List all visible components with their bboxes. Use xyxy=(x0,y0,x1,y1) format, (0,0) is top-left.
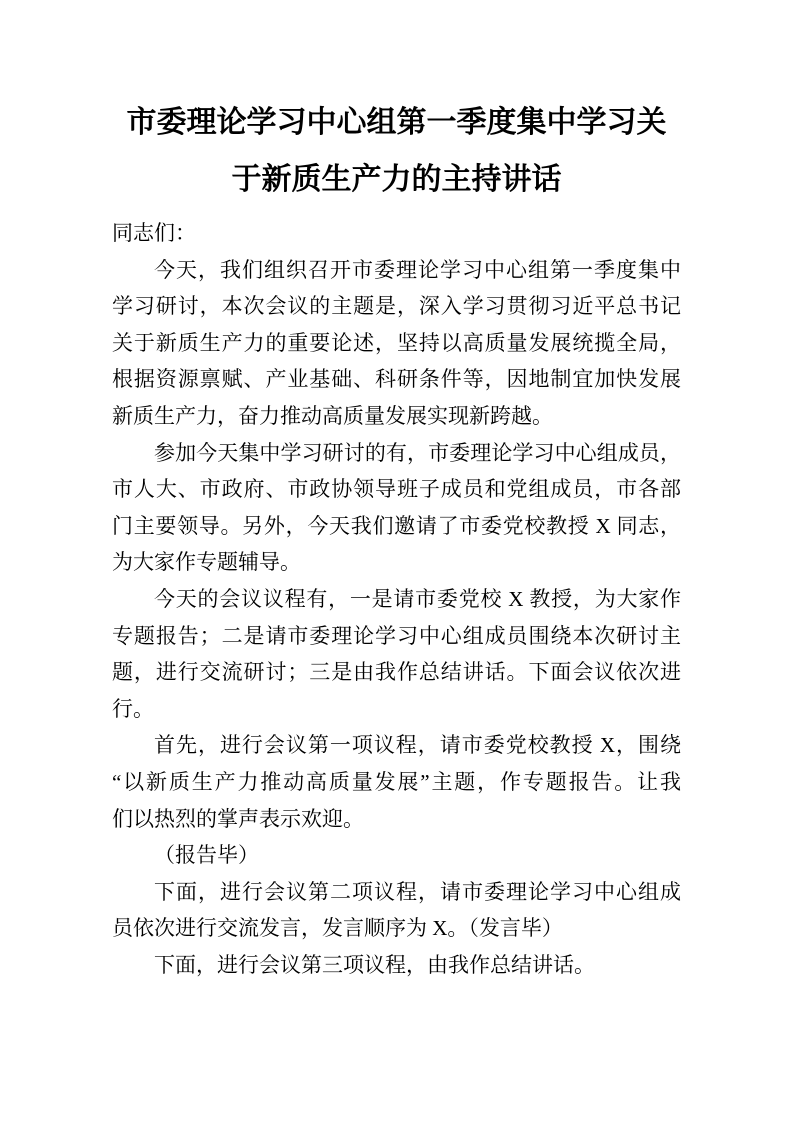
text-line: 关于新质生产力的重要论述，坚持以高质量发展统揽全局， xyxy=(112,330,681,355)
text-line: 首先，进行会议第一项议程，请市委党校教授 X，围绕 xyxy=(154,733,681,758)
text-line: 学习研讨，本次会议的主题是，深入学习贯彻习近平总书记 xyxy=(112,294,681,319)
document-content xyxy=(112,94,681,983)
paragraph-attendees xyxy=(112,435,681,581)
document-title xyxy=(112,94,681,208)
text-line: 新质生产力，奋力推动高质量发展实现新跨越。 xyxy=(112,403,553,428)
text-line: 今天，我们组织召开市委理论学习中心组第一季度集中 xyxy=(154,257,681,282)
text-line: 根据资源禀赋、产业基础、科研条件等，因地制宜加快发展 xyxy=(112,367,681,392)
title-line-2: 于新质生产力的主持讲话 xyxy=(231,163,562,196)
text-line: 专题报告；二是请市委理论学习中心组成员围绕本次研讨主 xyxy=(112,623,681,648)
text-line: 行。 xyxy=(112,696,154,721)
document-body xyxy=(112,215,681,983)
text-line: 门主要领导。另外，今天我们邀请了市委党校教授 X 同志， xyxy=(112,513,681,538)
paragraph-report-end-note xyxy=(112,837,681,874)
text-line: 市人大、市政府、市政协领导班子成员和党组成员，市各部 xyxy=(112,477,681,502)
text-line: 为大家作专题辅导。 xyxy=(112,550,301,575)
text-line: （报告毕） xyxy=(154,843,259,868)
text-line: 员依次进行交流发言，发言顺序为 X。（发言毕） xyxy=(112,916,563,941)
paragraph-agenda xyxy=(112,581,681,727)
title-line-1: 市委理论学习中心组第一季度集中学习关 xyxy=(126,106,667,139)
text-line: 题，进行交流研讨；三是由我作总结讲话。下面会议依次进 xyxy=(112,660,681,685)
paragraph-second-item xyxy=(112,874,681,947)
text-line: 们以热烈的掌声表示欢迎。 xyxy=(112,806,364,831)
text-line: 参加今天集中学习研讨的有，市委理论学习中心组成员， xyxy=(154,440,681,465)
paragraph-third-item xyxy=(112,947,681,984)
text-line: 同志们： xyxy=(112,221,196,245)
text-line: 下面，进行会议第三项议程，由我作总结讲话。 xyxy=(154,952,595,977)
text-line: 今天的会议议程有，一是请市委党校 X 教授，为大家作 xyxy=(154,586,681,611)
text-line: “以新质生产力推动高质量发展”主题，作专题报告。让我 xyxy=(112,769,681,794)
text-line: 下面，进行会议第二项议程，请市委理论学习中心组成 xyxy=(154,879,681,904)
paragraph-salutation xyxy=(112,215,681,252)
paragraph-first-item xyxy=(112,727,681,837)
paragraph-meeting-theme xyxy=(112,252,681,435)
